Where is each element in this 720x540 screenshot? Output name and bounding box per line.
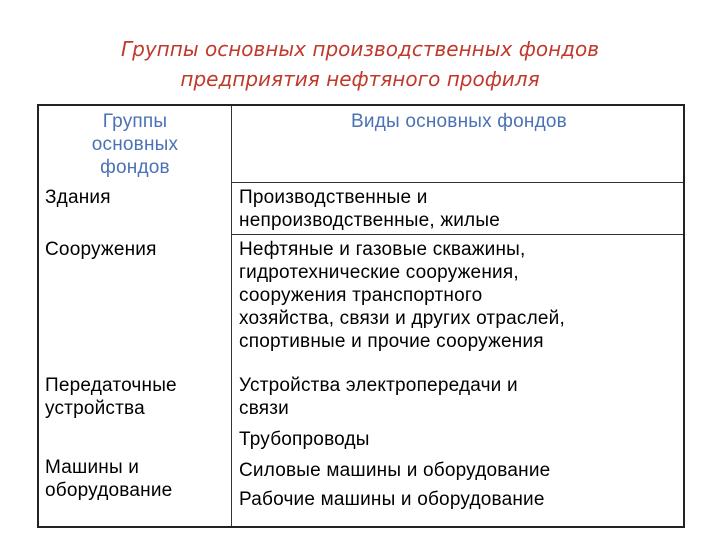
kinds-line: спортивные и прочие сооружения bbox=[239, 331, 544, 352]
group-line: устройства bbox=[45, 398, 145, 419]
kinds-line: хозяйства, связи и других отраслей, bbox=[239, 308, 565, 329]
kinds-line: Силовые машины и оборудование bbox=[239, 460, 551, 481]
header-groups-line: фондов bbox=[100, 157, 170, 178]
kinds-line: Трубопроводы bbox=[239, 429, 370, 450]
kinds-structures bbox=[239, 238, 565, 353]
kinds-line: Производственные и bbox=[239, 187, 428, 208]
slide-title bbox=[0, 34, 720, 94]
title-line-1: Группы основных производственных фондов bbox=[121, 37, 599, 61]
kinds-line: сооружения транспортного bbox=[239, 285, 483, 306]
group-line: Сооружения bbox=[45, 239, 157, 260]
kinds-machinery bbox=[239, 456, 550, 514]
header-groups bbox=[39, 110, 231, 179]
group-line: Машины и bbox=[45, 457, 140, 478]
header-groups-line: основных bbox=[91, 134, 179, 155]
group-buildings bbox=[45, 186, 111, 209]
header-kinds bbox=[231, 110, 687, 133]
row-divider bbox=[231, 182, 683, 183]
kinds-transmission bbox=[239, 374, 518, 451]
kinds-line: гидротехнические сооружения, bbox=[239, 262, 519, 283]
group-line: Здания bbox=[45, 187, 111, 208]
fixed-assets-table bbox=[37, 104, 685, 528]
group-line: оборудование bbox=[45, 480, 173, 501]
kinds-line: связи bbox=[239, 398, 289, 419]
header-kinds-text: Виды основных фондов bbox=[351, 111, 567, 132]
kinds-line: непроизводственные, жилые bbox=[239, 210, 500, 231]
kinds-line: Устройства электропередачи и bbox=[239, 375, 518, 396]
row-divider bbox=[231, 234, 683, 235]
title-line-2: предприятия нефтяного профиля bbox=[180, 67, 540, 91]
group-transmission bbox=[45, 374, 177, 420]
kinds-line: Рабочие машины и оборудование bbox=[239, 489, 545, 510]
group-machinery bbox=[45, 456, 172, 502]
group-line: Передаточные bbox=[45, 375, 177, 396]
kinds-line: Нефтяные и газовые скважины, bbox=[239, 239, 526, 260]
header-groups-line: Группы bbox=[102, 111, 168, 132]
column-divider bbox=[231, 106, 232, 526]
group-structures bbox=[45, 238, 157, 261]
kinds-buildings bbox=[239, 186, 500, 232]
